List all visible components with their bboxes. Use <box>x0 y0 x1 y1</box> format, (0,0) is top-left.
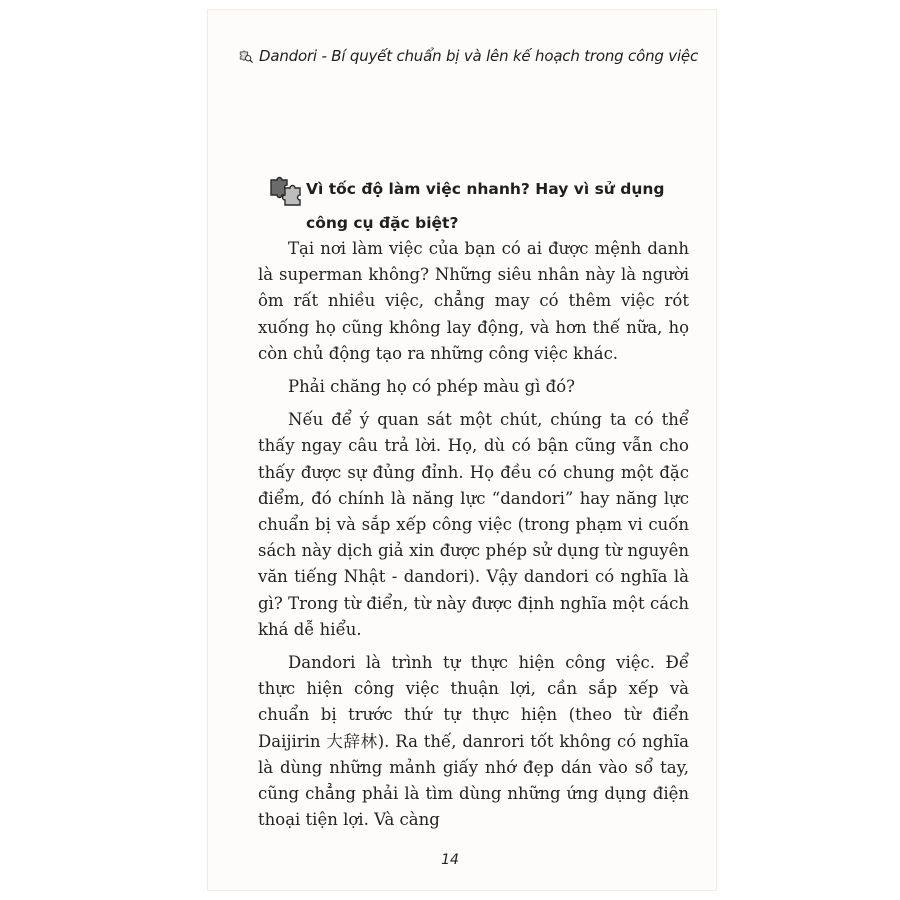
paragraph: Nếu để ý quan sát một chút, chúng ta có thể thấy ngay câu trả lời. Họ, dù có bận cũng vẫn cho thấy được sự đủng đỉnh. Họ đều có chung một đặc điểm, đó chính là năng lực “dandori” hay năng lực chuẩn bị và sắp xếp công việc (trong phạm vi cuốn sách này dịch giả xin được phép sử dụng từ nguyên văn tiếng Nhật - dandori). Vậy dandori có nghĩa là gì? Trong từ điển, từ này được định nghĩa một cách khá dễ hiểu. <box>258 410 689 639</box>
puzzle-pieces-icon <box>268 174 302 208</box>
puzzle-magnifier-icon <box>238 39 253 73</box>
paragraph: Phải chăng họ có phép màu gì đó? <box>288 377 575 397</box>
running-header <box>238 36 698 76</box>
page-number: 14 <box>441 852 459 868</box>
body-text <box>258 236 689 833</box>
paragraph: Tại nơi làm việc của bạn có ai được mệnh danh là superman không? Những siêu nhân này là người ôm rất nhiều việc, chẳng may có thêm việc rót xuống họ cũng không lay động, và hơn thế nữa, họ còn chủ động tạo ra những công việc khác. <box>258 239 689 363</box>
section-heading <box>268 172 698 240</box>
running-title: Dandori - Bí quyết chuẩn bị và lên kế hoạch trong công việc <box>259 47 698 65</box>
section-heading-text: Vì tốc độ làm việc nhanh? Hay vì sử dụng công cụ đặc biệt? <box>306 180 665 232</box>
paragraph: Dandori là trình tự thực hiện công việc. Để thực hiện công việc thuận lợi, cần sắp xếp và chuẩn bị trước thứ tự thực hiện (theo từ điển Daijirin 大辞林). Ra thế, danrori tốt không có nghĩa là dùng những mảnh giấy nhớ đẹp dán vào sổ tay, cũng chẳng phải là tìm dùng những ứng dụng điện thoại tiện lợi. Và càng <box>258 653 689 830</box>
